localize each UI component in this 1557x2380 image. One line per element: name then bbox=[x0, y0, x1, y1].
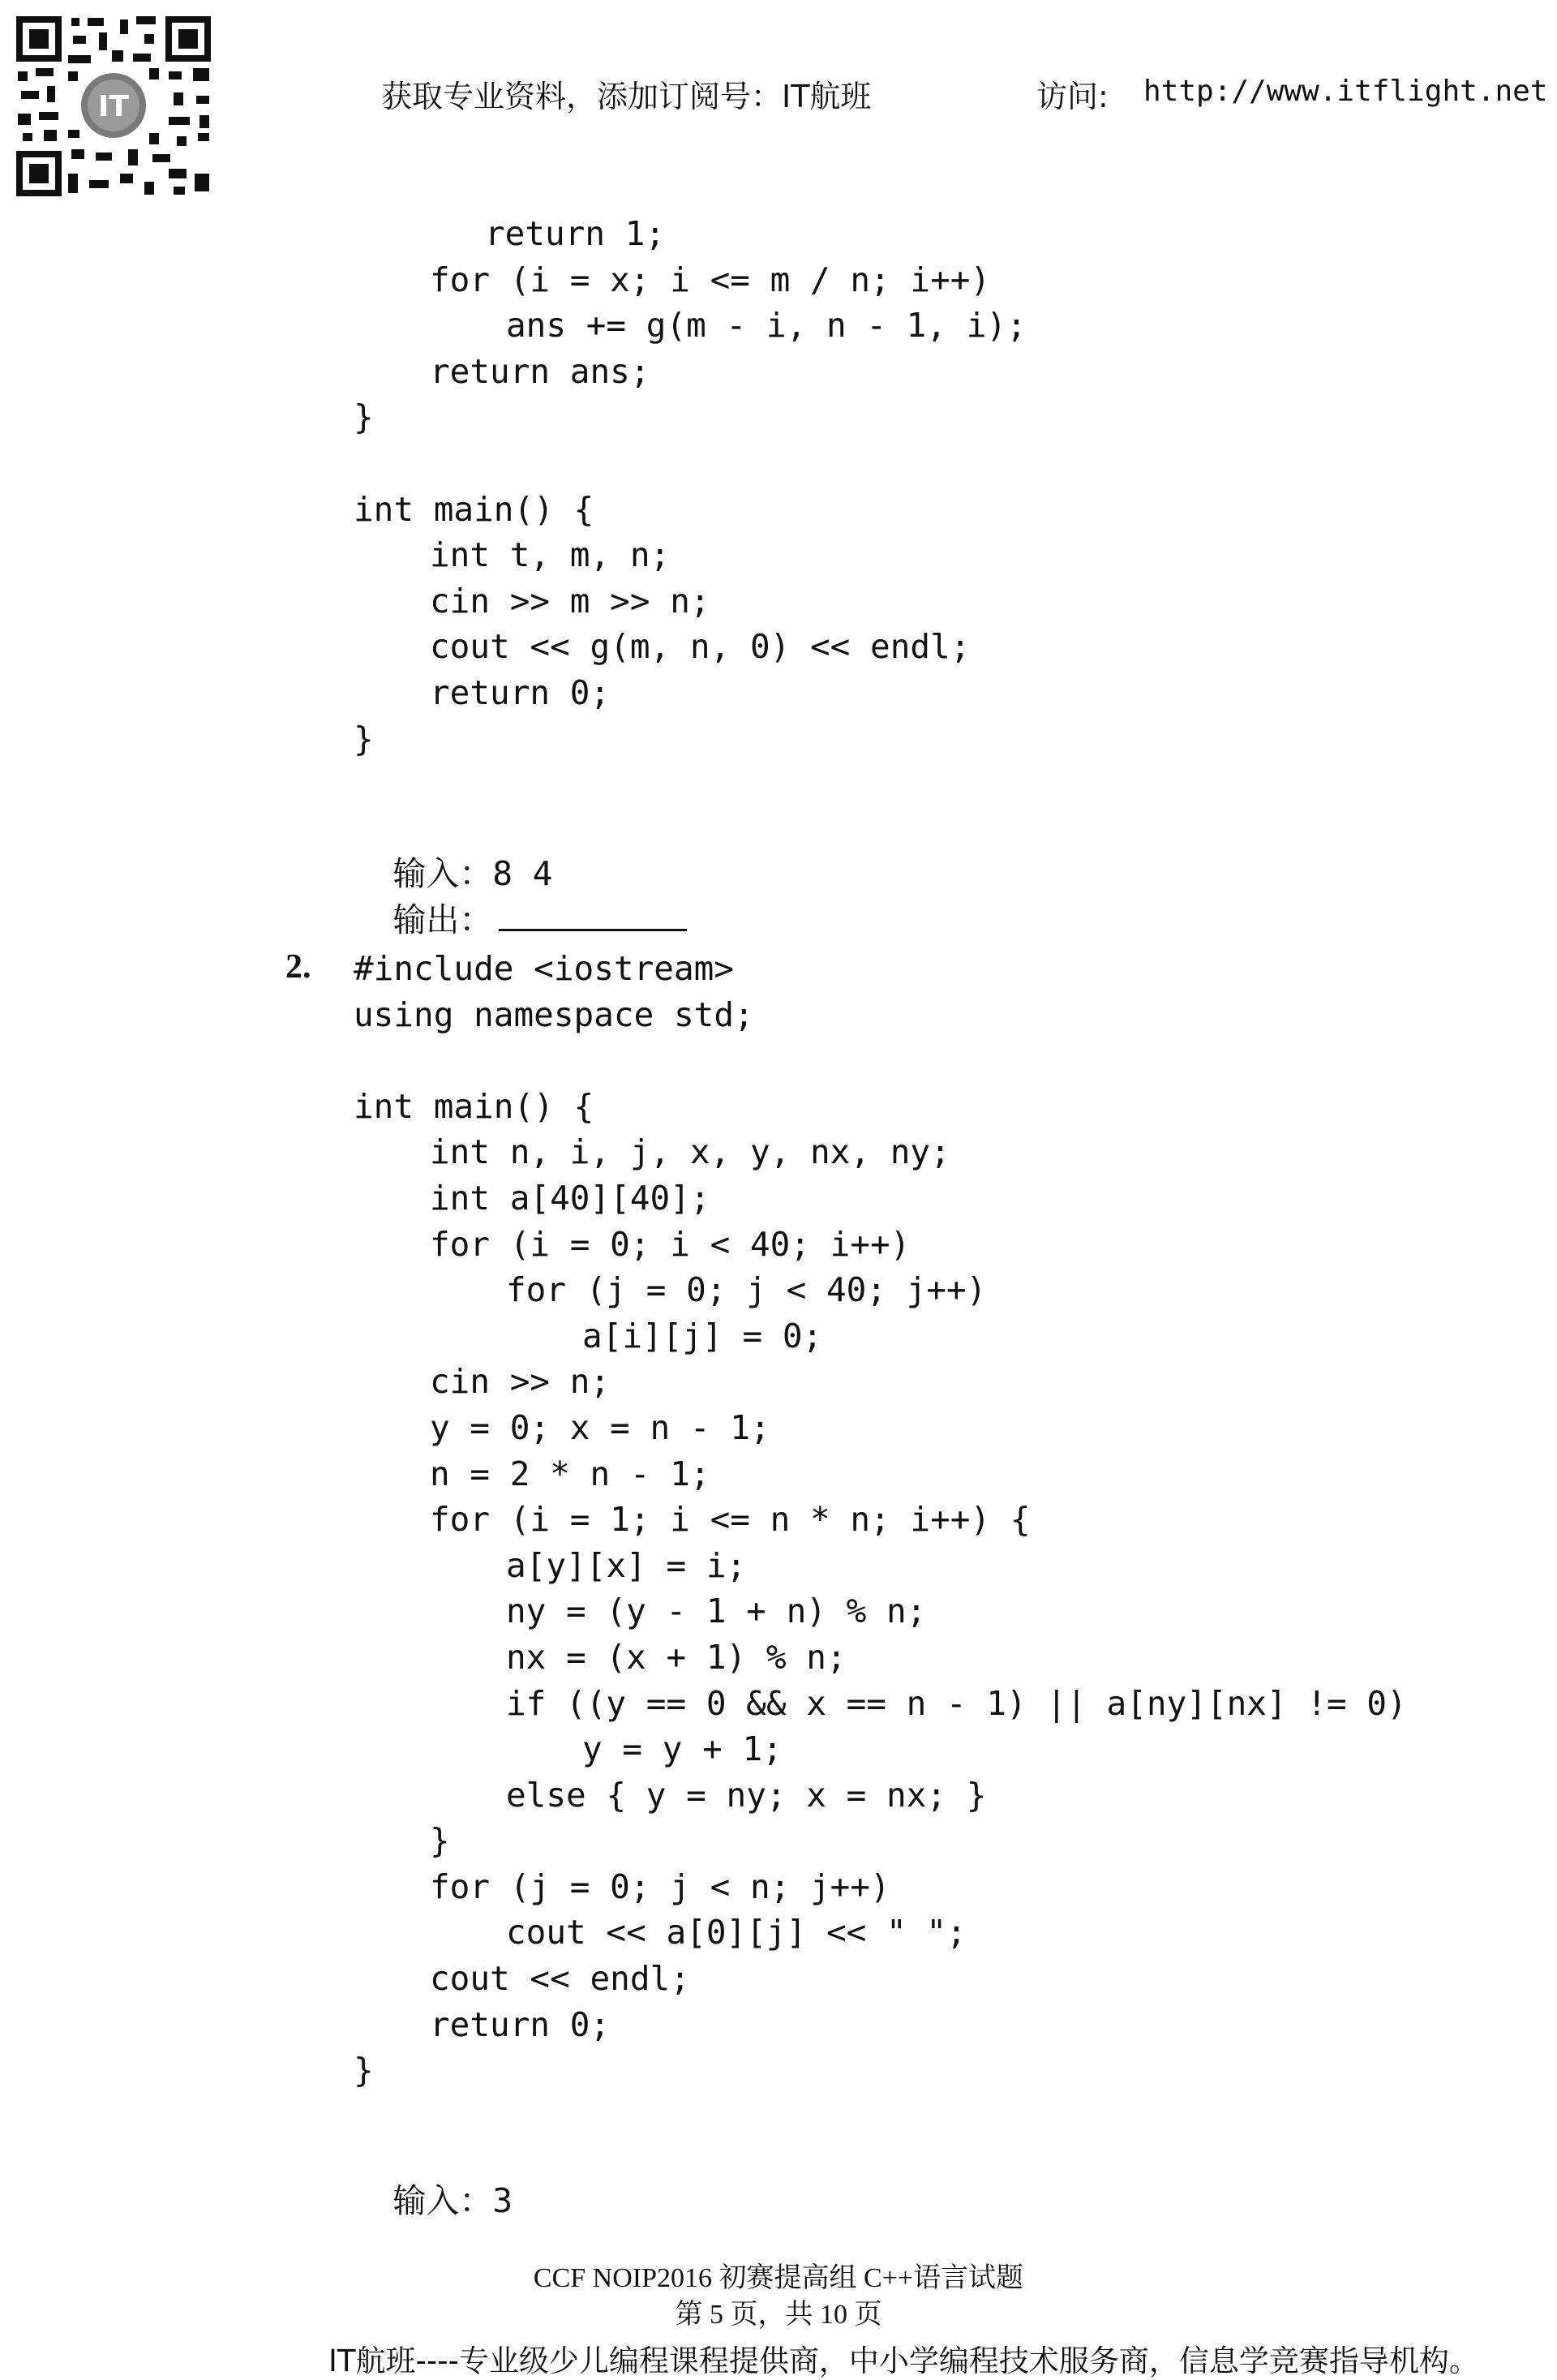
code-line: int t, m, n; bbox=[430, 535, 671, 575]
code-line: for (j = 0; j < n; j++) bbox=[430, 1867, 890, 1906]
code-line: int a[40][40]; bbox=[430, 1178, 710, 1218]
code-line: ny = (y - 1 + n) % n; bbox=[506, 1592, 927, 1631]
code-line: return ans; bbox=[430, 351, 650, 391]
q2-input-value: 3 bbox=[492, 2181, 513, 2220]
code-line: else { y = ny; x = nx; } bbox=[506, 1775, 987, 1815]
qr-logo-text: IT bbox=[98, 90, 129, 123]
code-line: a[y][x] = i; bbox=[506, 1545, 747, 1585]
qr-code bbox=[15, 15, 212, 198]
code-line: cout << a[0][j] << " "; bbox=[506, 1913, 967, 1953]
code-line: a[i][j] = 0; bbox=[582, 1316, 823, 1355]
code-line: y = 0; x = n - 1; bbox=[430, 1407, 770, 1447]
q1-input-label: 输入： bbox=[392, 854, 493, 893]
code-line: int main() { bbox=[354, 489, 594, 529]
code-line: } bbox=[354, 2051, 374, 2090]
q1-output bbox=[353, 854, 687, 941]
code-line: for (i = 0; i < 40; i++) bbox=[430, 1224, 911, 1264]
code-line: return 0; bbox=[430, 672, 611, 712]
header-promo-text: 获取专业资料，添加订阅号：IT航班 bbox=[381, 79, 872, 114]
code-line: y = y + 1; bbox=[582, 1729, 783, 1769]
code-line bbox=[354, 440, 914, 487]
q1-input-value: 8 4 bbox=[492, 854, 553, 893]
code-line: #include <iostream> bbox=[354, 949, 734, 988]
code-line: cin >> m >> n; bbox=[430, 581, 710, 621]
code-line: } bbox=[354, 397, 374, 437]
code-line: } bbox=[430, 1821, 450, 1861]
code-line: } bbox=[354, 719, 374, 758]
code-line: int n, i, j, x, y, nx, ny; bbox=[430, 1132, 950, 1172]
code-line: n = 2 * n - 1; bbox=[430, 1454, 710, 1493]
code-block-2 bbox=[0, 946, 1407, 2094]
code-line bbox=[354, 1037, 1255, 1084]
q1-output-blank[interactable] bbox=[499, 896, 687, 931]
q2-input-label: 输入： bbox=[392, 2181, 493, 2220]
code-line: return 0; bbox=[430, 2004, 611, 2044]
footer-page-info: 第 5 页，共 10 页 bbox=[675, 2300, 882, 2330]
q1-output-label: 输出： bbox=[392, 900, 493, 939]
code-line: using namespace std; bbox=[354, 995, 754, 1034]
code-line: if ((y == 0 && x == n - 1) || a[ny][nx] != 0) bbox=[506, 1683, 1407, 1723]
header-url-link[interactable]: http://www.itflight.net bbox=[1143, 75, 1548, 108]
code-line: return 1; bbox=[485, 214, 666, 253]
code-line: cin >> n; bbox=[430, 1362, 611, 1402]
footer-title: CCF NOIP2016 初赛提高组 C++语言试题 bbox=[533, 2263, 1024, 2293]
code-line: for (i = 1; i <= n * n; i++) { bbox=[430, 1500, 1031, 1540]
code-line: nx = (x + 1) % n; bbox=[506, 1637, 847, 1677]
code-line: for (i = x; i <= m / n; i++) bbox=[430, 260, 991, 299]
code-block-1 bbox=[0, 211, 1027, 762]
code-line: for (j = 0; j < 40; j++) bbox=[506, 1270, 987, 1310]
code-line: cout << g(m, n, 0) << endl; bbox=[430, 627, 971, 667]
q2-input bbox=[353, 2135, 513, 2222]
code-line: int main() { bbox=[354, 1086, 594, 1126]
footer-slogan: IT航班----专业级少儿编程课程提供商，中小学编程技术服务商，信息学竞赛指导机构。 bbox=[328, 2343, 1479, 2378]
code-line: cout << endl; bbox=[430, 1959, 690, 1999]
code-line: ans += g(m - i, n - 1, i); bbox=[506, 306, 1027, 346]
header-visit-label: 访问: bbox=[1036, 79, 1109, 114]
question-2-number: 2. bbox=[285, 948, 311, 986]
